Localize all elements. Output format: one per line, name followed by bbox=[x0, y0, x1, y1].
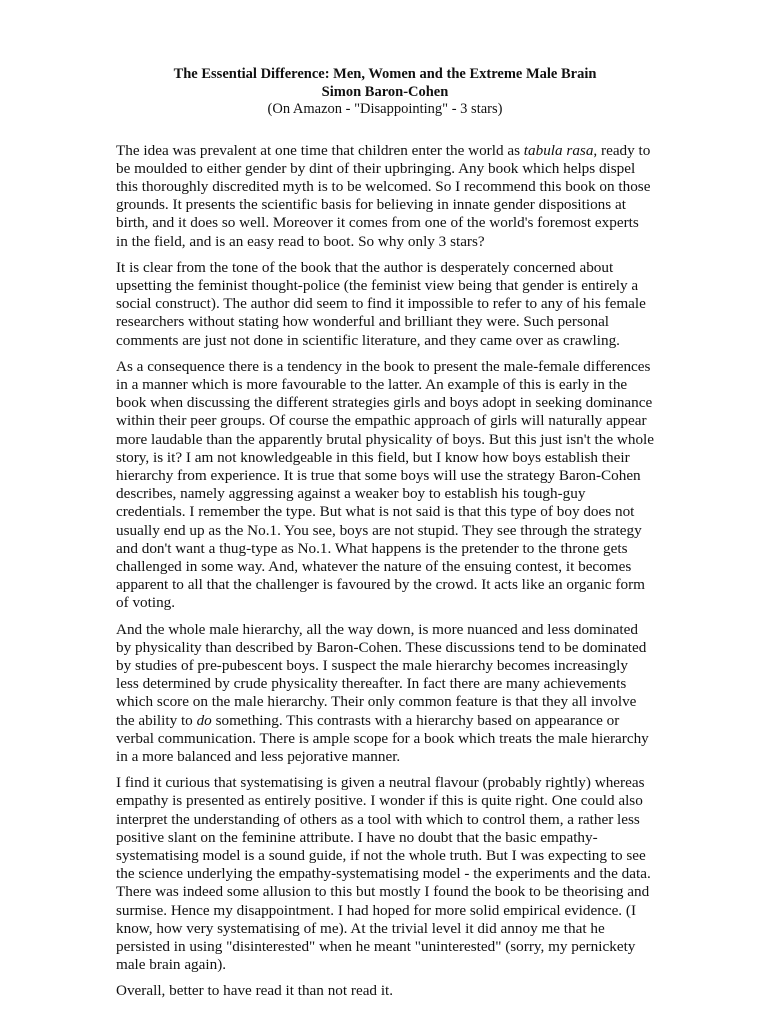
paragraph-1 bbox=[116, 142, 654, 251]
paragraph-4-text-b: something. This contrasts with a hierarchy based on appearance or verbal communication. There is ample scope for a book which treats the male hierarchy in a more balanced and less pejorative manner. bbox=[116, 711, 649, 765]
paragraph-4-text-a: And the whole male hierarchy, all the way down, is more nuanced and less dominated by physicality than described by Baron-Cohen. These discussions tend to be dominated by studies of pre-pubescent boys. I suspect the male hierarchy becomes increasingly less determined by crude physicality thereafter. In fact there are many achievements which score on the male hierarchy. Their only common feature is that they all involve the ability to bbox=[116, 620, 647, 729]
paragraph-4-italic: do bbox=[196, 711, 212, 729]
paragraph-1-italic: tabula rasa bbox=[523, 141, 594, 159]
paragraph-4 bbox=[116, 621, 654, 767]
document-title: The Essential Difference: Men, Women and the Extreme Male Brain bbox=[173, 66, 597, 82]
paragraph-3: As a consequence there is a tendency in the book to present the male-female differences in a manner which is more favourable to the latter. An example of this is early in the book when discussing the different strategies girls and boys adopt in seeking dominance within their peer groups. Of course the empathic approach of girls will naturally appear more laudable than the apparently brutal physicality of boys. But this just isn't the whole story, is it? I am not knowledgeable in this field, but I know how boys establish their hierarchy from experience. It is true that some boys will use the strategy Baron-Cohen describes, namely aggressing against a weaker boy to establish his tough-guy credentials. I remember the type. But what is not said is that this type of boy does not usually end up as the No.1. You see, boys are not stupid. They see through the strategy and don't want a thug-type as No.1. What happens is the pretender to the throne gets challenged in some way. And, whatever the nature of the ensuing contest, it becomes apparent to all that the challenger is favoured by the crowd. It acts like an organic form of voting. bbox=[116, 357, 654, 612]
paragraph-6: Overall, better to have read it than not read it. bbox=[116, 982, 394, 1000]
paragraph-5: I find it curious that systematising is given a neutral flavour (probably rightly) whereas empathy is presented as entirely positive. I wonder if this is quite right. One could also interpret the understanding of others as a tool with which to control them, a rather less positive slant on the feminine attribute. I have no doubt that the basic empathy-systematising model is a sound guide, if not the whole truth. But I was expecting to see the science underlying the empathy-systematising model - the experiments and the data. There was indeed some allusion to this but mostly I found the book to be theorising and surmise. Hence my disappointment. I had hoped for more solid empirical evidence. (I know, how very systematising of me). At the trivial level it did annoy me that he persisted in using "disinterested" when he meant "uninterested" (sorry, my pernickety male brain again). bbox=[116, 774, 651, 974]
document-page bbox=[116, 66, 654, 1009]
paragraph-1-text-a: The idea was prevalent at one time that children enter the world as bbox=[116, 141, 524, 159]
document-subtitle: (On Amazon - "Disappointing" - 3 stars) bbox=[267, 101, 503, 117]
document-body bbox=[116, 142, 654, 1001]
paragraph-2: It is clear from the tone of the book that the author is desperately concerned about upsetting the feminist thought-police (the feminist view being that gender is entirely a social construct). The author did seem to find it impossible to refer to any of his female researchers without stating how wonderful and brilliant they were. Such personal comments are just not done in scientific literature, and they came over as crawling. bbox=[116, 258, 646, 349]
document-author: Simon Baron-Cohen bbox=[321, 83, 449, 100]
document-header bbox=[116, 66, 654, 119]
paragraph-1-text-b: , ready to be moulded to either gender by dint of their upbringing. Any book which helps dispel this thoroughly discredited myth is to be welcomed. So I recommend this book on those grounds. It presents the scientific basis for believing in innate gender dispositions at birth, and it does so well. Moreover it comes from one of the world's foremost experts in the field, and is an easy read to boot. So why only 3 stars? bbox=[116, 141, 651, 250]
